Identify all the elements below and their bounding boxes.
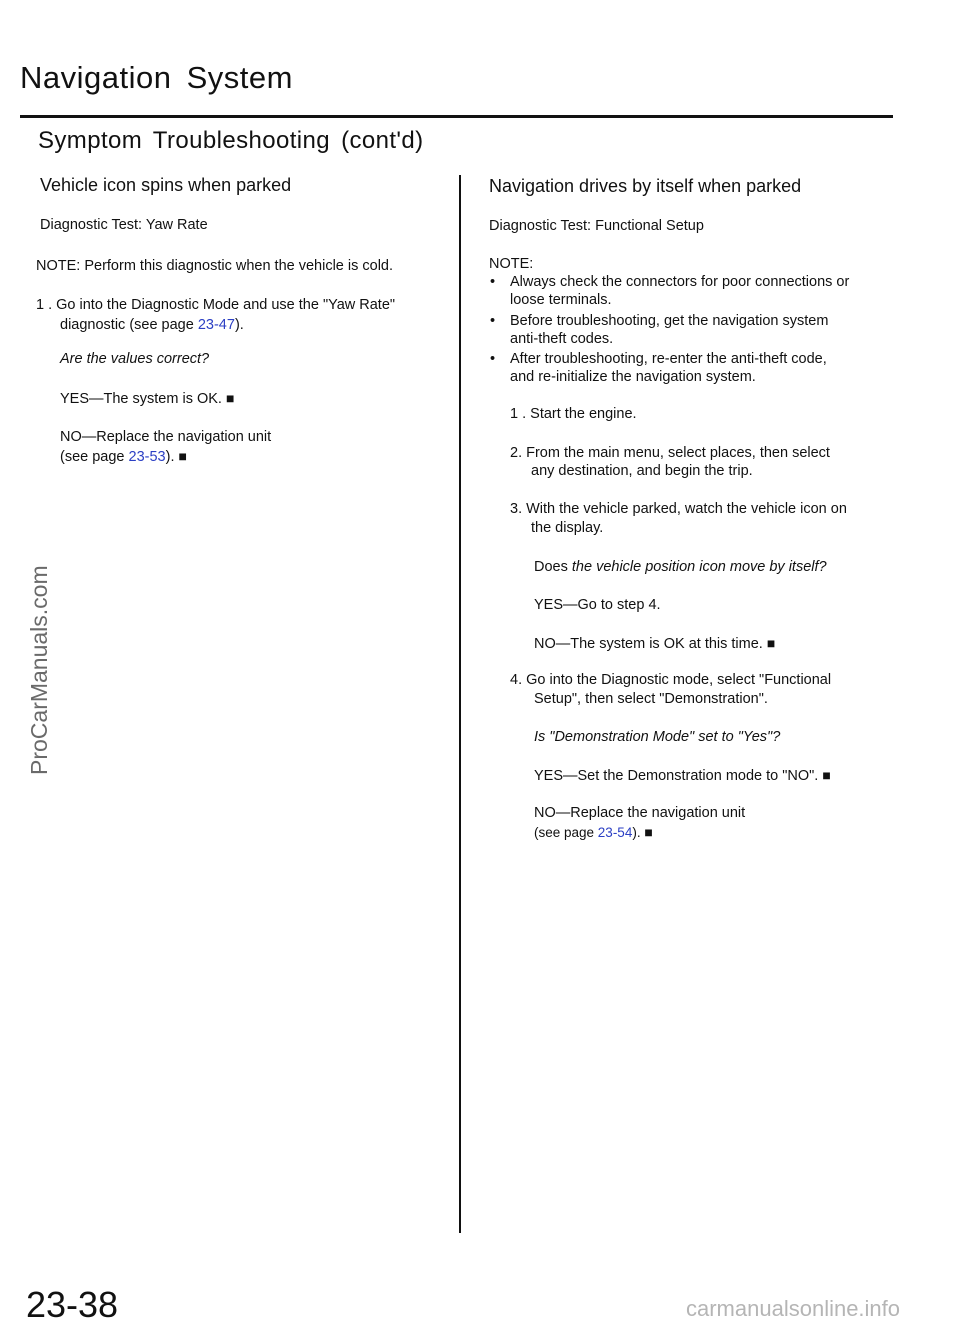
right-q1-no (534, 634, 775, 655)
left-question: Are the values correct? (60, 351, 210, 367)
subtitle: Symptom Troubleshooting (cont'd) (38, 127, 424, 154)
left-step1-line1: 1 . Go into the Diagnostic Mode and use the "Yaw Rate" (36, 297, 396, 313)
right-q2-no-line1: NO—Replace the navigation unit (534, 805, 746, 821)
page-link-23-54[interactable]: 23-54 (597, 825, 633, 840)
left-note: NOTE: Perform this diagnostic when the vehicle is cold. (36, 258, 394, 274)
end-mark: ■ (178, 448, 187, 464)
left-heading: Vehicle icon spins when parked (40, 175, 292, 195)
right-diagnostic-test: Diagnostic Test: Functional Setup (489, 218, 704, 234)
bullet-icon: • (490, 351, 496, 367)
section-title: Navigation System (20, 60, 293, 95)
left-diagnostic-test: Diagnostic Test: Yaw Rate (40, 217, 208, 233)
left-yes-text: YES—The system is OK. (60, 391, 222, 407)
left-no-line2 (60, 447, 187, 468)
right-step1: 1 . Start the engine. (510, 406, 637, 422)
page-link-23-47[interactable]: 23-47 (197, 317, 235, 333)
left-no-suffix: ). (165, 449, 175, 465)
right-step3-line2: the display. (531, 520, 604, 536)
bullet2-line1: Before troubleshooting, get the navigation system (510, 313, 829, 329)
right-step3-line1: 3. With the vehicle parked, watch the vehicle icon on (510, 501, 847, 517)
right-step4-line1: 4. Go into the Diagnostic mode, select "Functional (510, 672, 832, 688)
bullet-icon: • (490, 274, 496, 290)
bullet1-line1: Always check the connectors for poor connections or (510, 274, 850, 290)
page-number: 23-38 (26, 1284, 119, 1325)
end-mark: ■ (766, 635, 776, 651)
footer-watermark: carmanualsonline.info (686, 1296, 901, 1321)
title-rule (20, 115, 893, 118)
bullet-icon: • (490, 313, 496, 329)
side-watermark: ProCarManuals.com (26, 565, 52, 775)
q1-no-text: NO—The system is OK at this time. (534, 636, 763, 652)
end-mark: ■ (822, 767, 831, 783)
left-no-line1: NO—Replace the navigation unit (60, 429, 272, 445)
left-no-prefix: (see page (60, 449, 129, 465)
right-question1 (534, 558, 827, 578)
q2-yes-text: YES—Set the Demonstration mode to "NO". (534, 768, 819, 784)
right-q2-no-line2 (534, 823, 653, 843)
page-link-23-53[interactable]: 23-53 (128, 449, 166, 465)
right-question2: Is "Demonstration Mode" set to "Yes"? (534, 729, 781, 745)
bullet1-line2: loose terminals. (510, 292, 612, 308)
bullet2-line2: anti-theft codes. (510, 331, 614, 347)
q2-no-suffix: ). (632, 825, 641, 840)
end-mark: ■ (644, 824, 653, 840)
end-mark: ■ (226, 390, 235, 406)
bullet3-line2: and re-initialize the navigation system. (510, 369, 756, 385)
left-step1-suffix: ). (234, 317, 244, 333)
right-step2-line2: any destination, and begin the trip. (531, 463, 753, 479)
right-note-label: NOTE: (489, 256, 534, 272)
left-yes (60, 389, 234, 410)
left-step1-line2 (60, 316, 244, 336)
right-step2-line1: 2. From the main menu, select places, then select (510, 445, 830, 461)
right-q1-yes: YES—Go to step 4. (534, 597, 661, 613)
right-q2-yes (534, 766, 831, 787)
bullet3-line1: After troubleshooting, re-enter the anti-theft code, (510, 351, 827, 367)
q2-no-prefix: (see page (534, 825, 598, 840)
right-heading: Navigation drives by itself when parked (489, 176, 802, 196)
q1-prefix: Does (534, 559, 572, 575)
left-step1-prefix: diagnostic (see page (60, 317, 198, 333)
q1-italic: the vehicle position icon move by itself? (571, 559, 827, 575)
column-divider (459, 175, 461, 1233)
right-step4-line2: Setup", then select "Demonstration". (534, 691, 768, 707)
